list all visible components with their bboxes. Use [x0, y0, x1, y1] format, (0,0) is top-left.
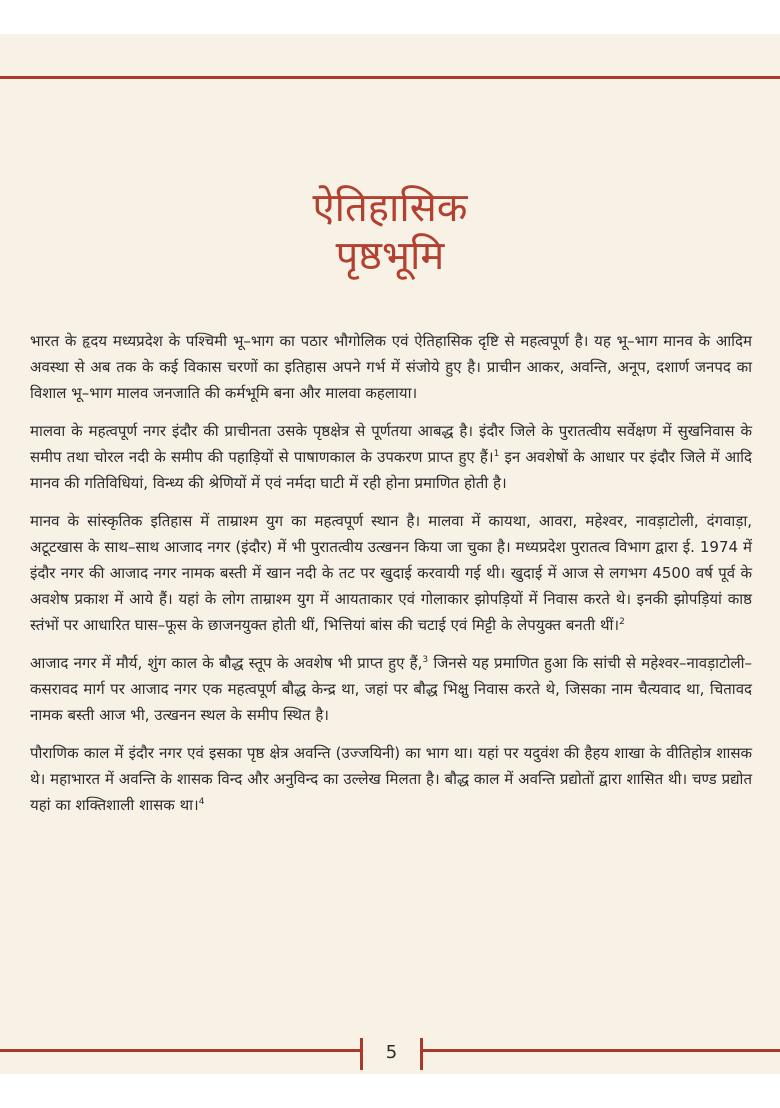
- book-page: [0, 34, 780, 1074]
- chapter-title-line-1: ऐतिहासिक: [312, 185, 468, 231]
- chapter-title-line-2: पृष्ठभूमि: [335, 233, 445, 279]
- paragraph-4: [30, 650, 752, 728]
- footnote-ref-3: 3: [422, 655, 429, 665]
- page-number: 5: [385, 1042, 398, 1063]
- paragraph-1: भारत के हृदय मध्यप्रदेश के पश्चिमी भू–भाग का पठार भौगोलिक एवं ऐतिहासिक दृष्टि से महत्वपूर्ण है। यह भू–भाग मानव के आदिम अवस्था से अब तक के कई विकास चरणों का इतिहास अपने गर्भ में संजोये हुए है। प्राचीन आकर, अवन्ति, अनूप, दशार्ण जनपद का विशाल भू–भाग मालव जनजाति की कर्मभूमि बना और मालवा कहलाया।: [30, 332, 752, 402]
- paragraph-3-text-a: मानव के सांस्कृतिक इतिहास में ताम्राश्म युग का महत्वपूर्ण स्थान है। मालवा में कायथा, आवरा, महेश्वर, नावड़ाटोली, दंगवाड़ा, अटूटखास के साथ–साथ आजाद नगर (इंदौर) में भी पुरातत्वीय उत्खनन किया जा चुका है। मध्यप्रदेश पुरातत्व विभाग द्वारा ई. 1974 में इंदौर नगर की आजाद नगर नामक बस्ती में खान नदी के तट पर खुदाई करवायी गई थी। खुदाई में आज से लगभग 4500 वर्ष पूर्व के अवशेष प्रकाश में आये हैं। यहां के लोग ताम्राश्म युग में आयताकार एवं गोलाकार झोपड़ियों में निवास करते थे। इनकी झोपड़ियां काष्ठ स्तंभों पर आधारित घास–फूस के छाजनयुक्त होती थीं, भित्तियां बांस की चटाई एवं मिट्टी के लेपयुक्त बनती थीं।: [30, 512, 752, 634]
- chapter-title: [0, 184, 780, 280]
- footnote-ref-2: 2: [619, 617, 625, 627]
- paragraph-2-text-b: इन अवशेषों के आधार पर इंदौर जिले में आदि मानव की गतिविधियां, विन्ध्य की श्रेणियों में एवं नर्मदा घाटी में रही होना प्रमाणित होती है।: [30, 448, 752, 492]
- paragraph-2: [30, 418, 752, 496]
- footer-rule-right: [422, 1049, 780, 1052]
- footer-tick-right: [420, 1038, 423, 1070]
- footnote-ref-1: 1: [493, 449, 500, 459]
- top-divider-rule: [0, 76, 780, 79]
- paragraph-5: [30, 740, 752, 818]
- paragraph-4-text-b: जिनसे यह प्रमाणित हुआ कि सांची से महेश्वर–नावड़ाटोली–कसरावद मार्ग पर आजाद नगर एक महत्वपूर्ण बौद्ध केन्द्र था, जहां पर बौद्ध भिक्षु निवास करते थे, जिसका नाम चैत्यवाद था, चितावद नामक बस्ती आज भी, उत्खनन स्थल के समीप स्थित है।: [30, 654, 753, 724]
- body-text: [30, 328, 752, 830]
- footer-rule-left: [0, 1049, 362, 1052]
- footnote-ref-4: 4: [198, 797, 205, 807]
- paragraph-5-text-a: पौराणिक काल में इंदौर नगर एवं इसका पृष्ठ क्षेत्र अवन्ति (उज्जयिनी) का भाग था। यहां पर यदुवंश की हैहय शाखा के वीतिहोत्र शासक थे। महाभारत में अवन्ति के शासक विन्द और अनुविन्द का उल्लेख मिलता है। बौद्ध काल में अवन्ति प्रद्योतों द्वारा शासित थी। चण्ड प्रद्योत यहां का शक्तिशाली शासक था।: [30, 744, 752, 814]
- paragraph-2-text-a: मालवा के महत्वपूर्ण नगर इंदौर की प्राचीनता उसके पृष्ठक्षेत्र से पूर्णतया आबद्ध है। इंदौर जिले के पुरातत्वीय सर्वेक्षण में सुखनिवास के समीप तथा चोरल नदी के समीप की पहाड़ियों से पाषाणकाल के उपकरण प्राप्त हुए हैं।: [30, 422, 752, 466]
- paragraph-4-text-a: आजाद नगर में मौर्य, शुंग काल के बौद्ध स्तूप के अवशेष भी प्राप्त हुए हैं,: [30, 654, 423, 672]
- paragraph-3: [30, 508, 752, 638]
